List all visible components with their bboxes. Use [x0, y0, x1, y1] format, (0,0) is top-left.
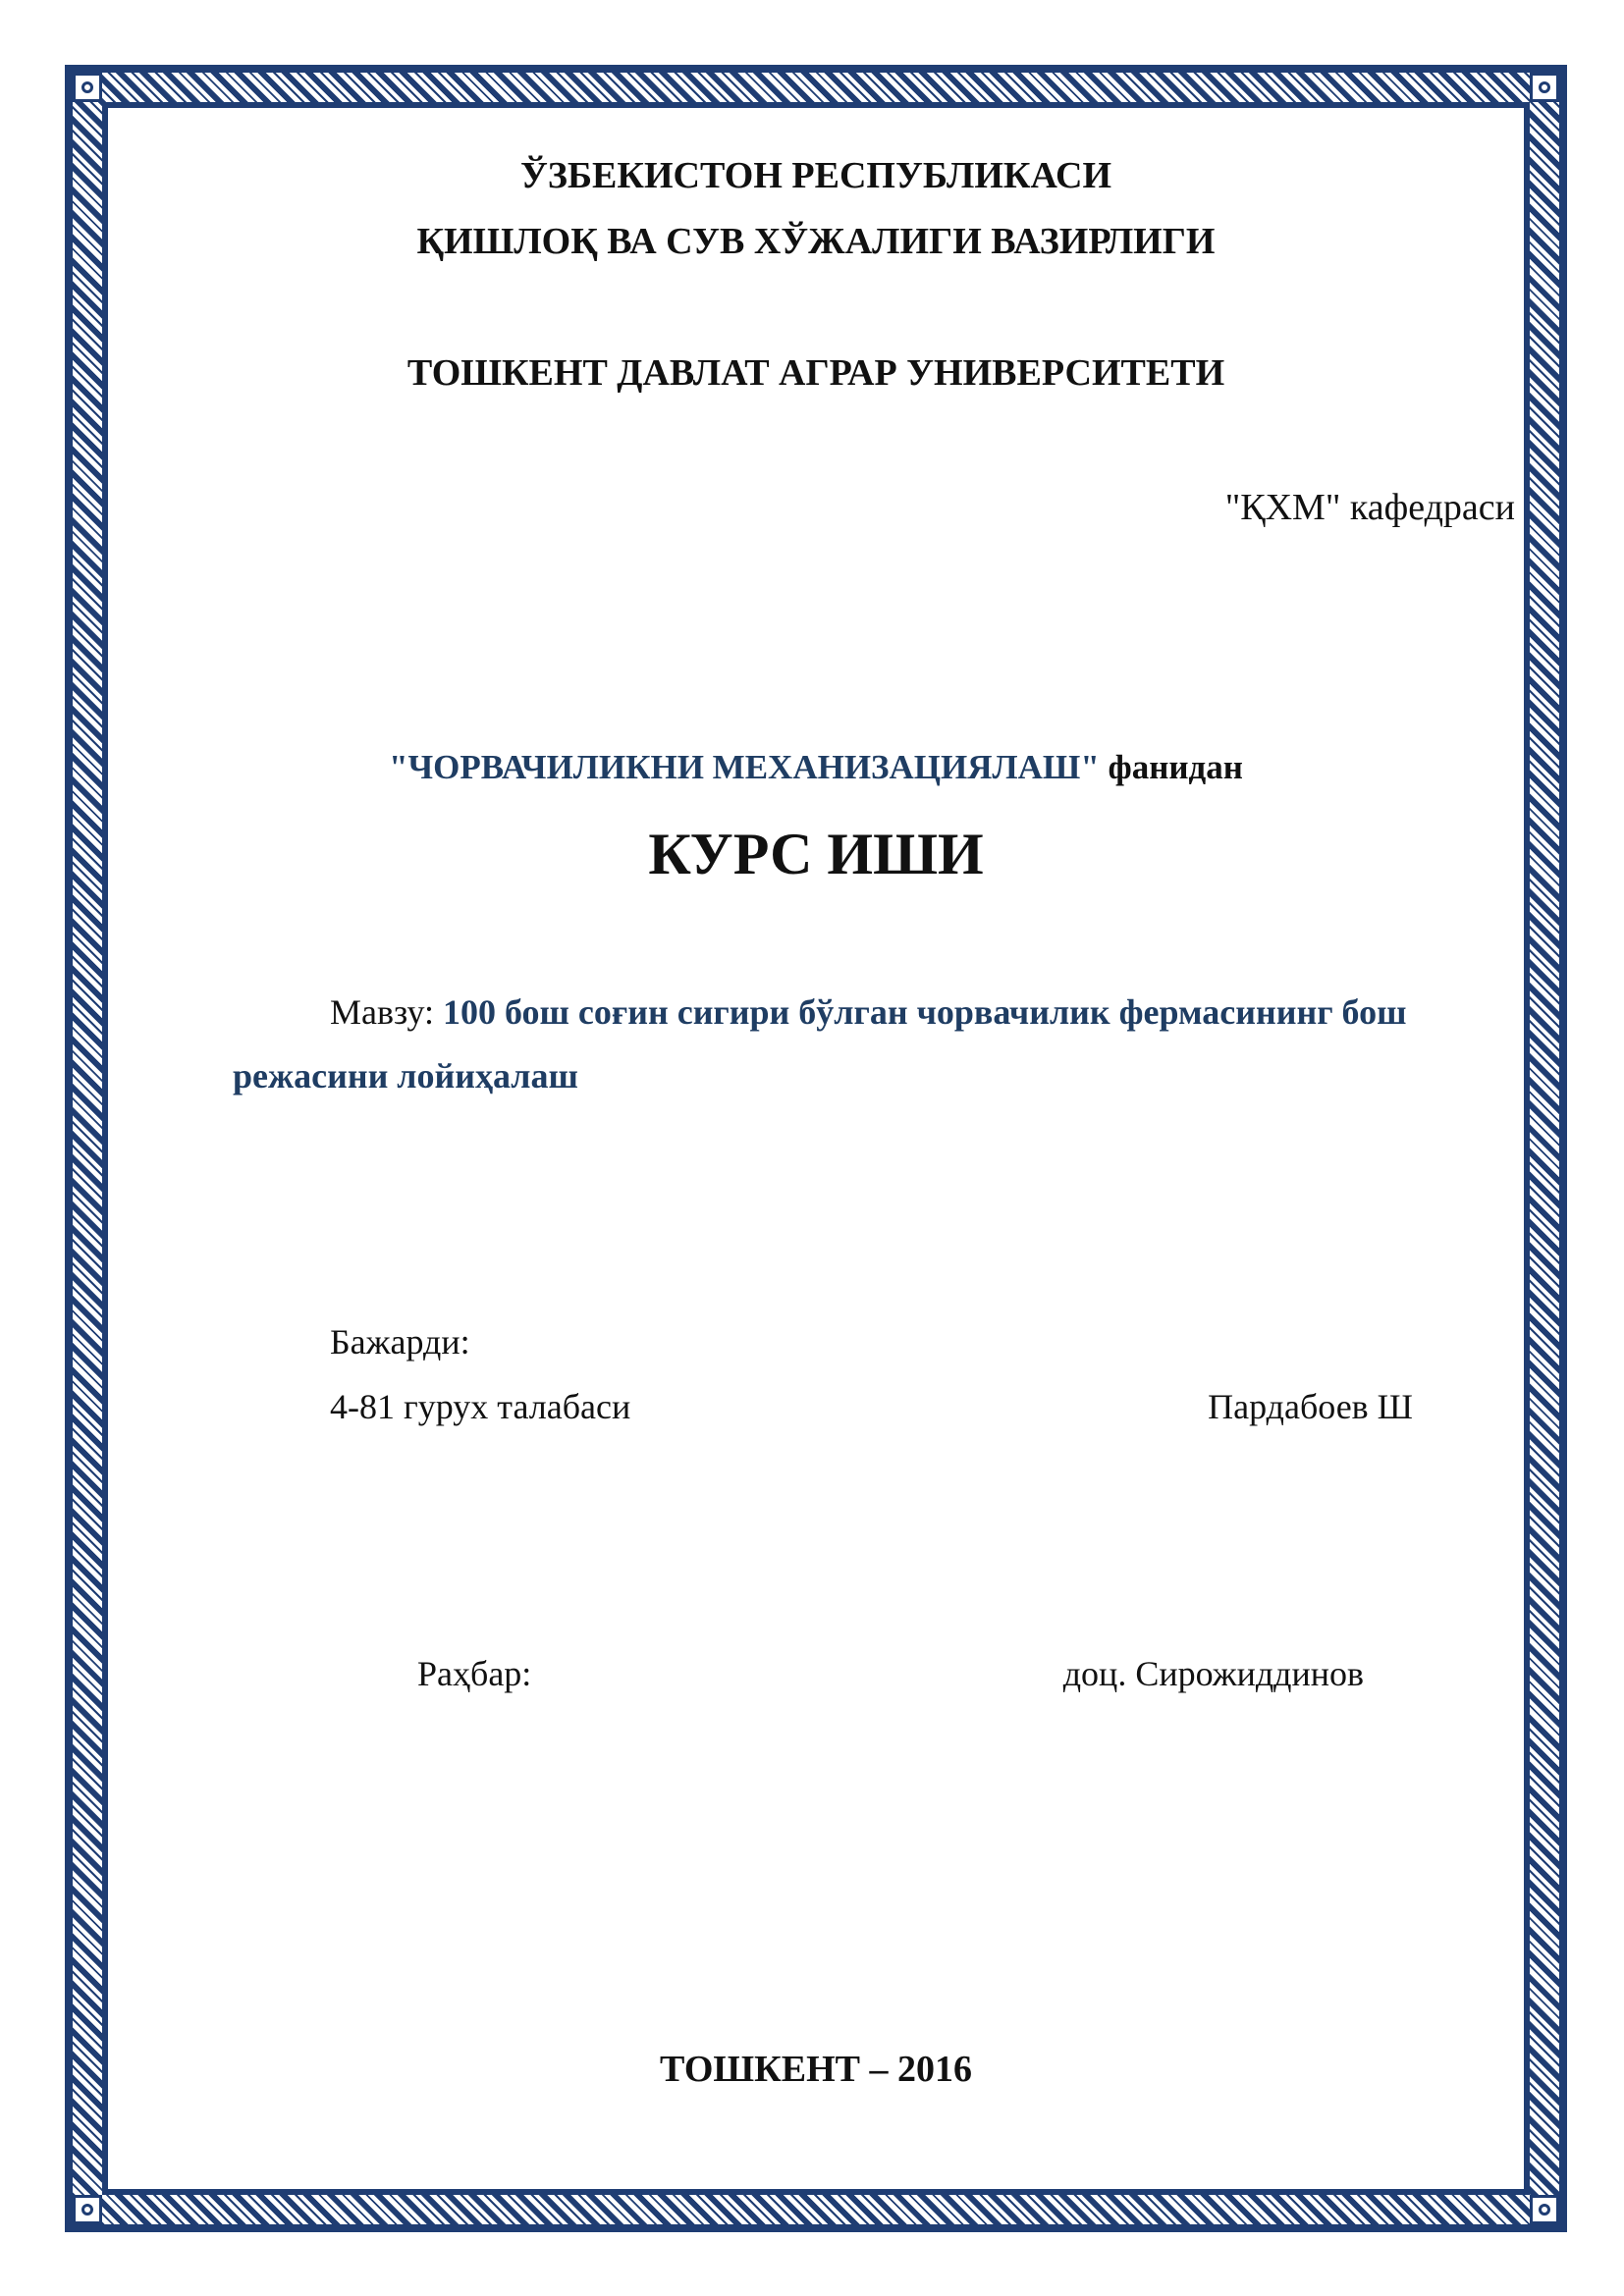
supervisor-name: доц. Сирожиддинов [1062, 1654, 1364, 1693]
supervisor-label: Раҳбар: [417, 1654, 532, 1693]
page-border-inner [102, 102, 1530, 2195]
ministry-header-line2: ҚИШЛОҚ ВА СУВ ХЎЖАЛИГИ ВАЗИРЛИГИ [416, 221, 1216, 262]
document-type-title: КУРС ИШИ [648, 822, 984, 886]
border-corner-top-left [73, 73, 102, 102]
university-name: ТОШКЕНТ ДАВЛАТ АГРАР УНИВЕРСИТЕТИ [406, 352, 1225, 394]
topic-label: Мавзу: [330, 992, 443, 1032]
subject-line [102, 748, 1530, 787]
subject-name: "ЧОРВАЧИЛИКНИ МЕХАНИЗАЦИЯЛАШ" [389, 748, 1100, 786]
performed-by-label: Бажарди: [330, 1322, 470, 1362]
topic-line-1 [330, 991, 1406, 1033]
border-corner-bottom-right [1530, 2195, 1559, 2224]
ministry-header-line1: ЎЗБЕКИСТОН РЕСПУБЛИКАСИ [519, 155, 1112, 196]
department-name: "ҚХМ" кафедраси [1224, 487, 1515, 528]
subject-suffix: фанидан [1099, 748, 1243, 786]
student-name: Пардабоев Ш [1208, 1387, 1413, 1426]
topic-text-part2: режасини лойиҳалаш [233, 1056, 578, 1095]
city-year-footer: ТОШКЕНТ – 2016 [660, 2049, 972, 2090]
student-group: 4-81 гурух талабаси [330, 1387, 631, 1426]
border-corner-top-right [1530, 73, 1559, 102]
border-corner-bottom-left [73, 2195, 102, 2224]
topic-text-part1: 100 бош соғин сигири бўлган чорвачилик фермасининг бош [442, 992, 1407, 1032]
